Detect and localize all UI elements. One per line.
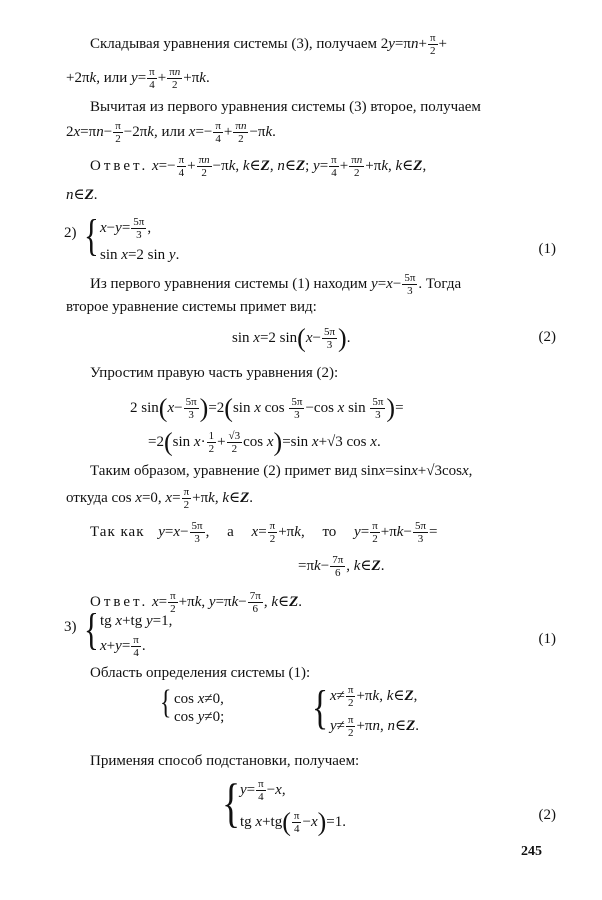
text: Таким образом, уравнение (2) примет вид (90, 463, 358, 479)
text-line (90, 662, 310, 684)
equation-number: (2) (538, 807, 556, 823)
math: tg x+tg y=1, (100, 613, 173, 629)
math: x−y= $\frac{5\pi}{3}$ , (100, 216, 152, 241)
math: y=x− $\frac{5\pi}{3}$ (371, 272, 416, 297)
math: sin x=2 sin y. (100, 247, 180, 263)
page-number: 245 (521, 844, 542, 859)
text-line (66, 66, 210, 91)
math: x+y= $\frac{\pi}{4}$ . (100, 634, 146, 659)
text-line (90, 520, 437, 545)
answer-line (66, 184, 98, 206)
math: x= $\frac{\pi}{2}$ +πk, y=πk− $\frac{7\pi}{6}$ , k∈Z. (151, 590, 303, 615)
brace-icon: { (222, 773, 241, 833)
text: а (227, 523, 234, 540)
text: Область определения системы (1): (90, 665, 311, 681)
math: y= $\frac{\pi}{2}$ +πk− $\frac{5\pi}{3}$ = (354, 520, 438, 545)
math: x≠ $\frac{\pi}{2}$ +πk, k∈Z, (330, 684, 418, 709)
math: x=− $\frac{\pi}{4}$ + $\frac{\pi n}{2}$ −πk, k∈Z, n∈Z; y= $\frac{\pi}{4}$ + $\frac{\pi n}{2}$ +πk, k∈Z, (151, 154, 427, 179)
text-line (66, 296, 317, 318)
brace-icon: { (84, 211, 99, 260)
brace-icon: { (84, 605, 99, 654)
math: y= $\frac{\pi}{4}$ + $\frac{\pi n}{2}$ +πk. (131, 66, 210, 91)
brace-icon: { (312, 681, 329, 734)
equation-number: (1) (538, 241, 556, 257)
math: y≠ $\frac{\pi}{2}$ +πn, n∈Z. (330, 714, 420, 739)
text: Упростим правую часть уравнения (2): (90, 365, 339, 381)
text-line (90, 272, 461, 297)
text: Применяя способ подстановки, получаем: (90, 753, 360, 769)
math: y= $\frac{\pi}{4}$ −x, (240, 778, 286, 803)
item-number: 2) (64, 225, 77, 241)
item-number: 3) (64, 619, 77, 635)
text: Вычитая из первого уравнения системы (3) второе, получаем (90, 99, 481, 115)
text-line (90, 750, 359, 772)
math: cos x=0, x= $\frac{\pi}{2}$ +πk, k∈Z. (111, 486, 254, 511)
text: . Тогда (418, 275, 462, 292)
text: откуда (66, 489, 108, 506)
math: cos x≠0, (174, 691, 224, 707)
text: Складывая уравнения системы (3), получаем (90, 35, 381, 52)
math: =2(sin x· $\frac{1}{2}$ + $\frac{√3}{2}$ cos x)=sin x+√3 cos x. (148, 427, 381, 457)
math: =πk− $\frac{7\pi}{6}$ , k∈Z. (298, 554, 385, 579)
text-line (90, 32, 447, 57)
text-line (90, 460, 472, 482)
math: x= $\frac{\pi}{2}$ +πk, (251, 520, 305, 545)
text-line (90, 96, 481, 118)
text-line (66, 120, 276, 145)
answer-label: Ответ. (90, 157, 149, 174)
math: 2x=πn− $\frac{\pi}{2}$ −2πk (66, 120, 154, 145)
math: sin x=2 sin(x− $\frac{5\pi}{3}$ ). (232, 323, 351, 353)
brace-icon: { (160, 684, 172, 721)
text: второе уравнение системы примет вид: (66, 299, 317, 315)
text: , или (96, 69, 132, 86)
answer-label: Ответ. (90, 593, 149, 610)
text-line (66, 486, 253, 511)
math: cos y≠0; (174, 709, 225, 725)
math: tg x+tg( $\frac{\pi}{4}$ −x)=1. (240, 807, 346, 837)
math: 2 sin(x− $\frac{5\pi}{3}$ )=2(sin x cos $\frac{5\pi}{3}$ −cos x sin $\frac{5\pi}{3}$ )= (130, 393, 404, 423)
math: sinx=sinx+√3cosx, (360, 463, 473, 479)
math: x=− $\frac{\pi}{4}$ + $\frac{\pi n}{2}$ −πk. (188, 120, 276, 145)
text: Из первого уравнения системы (1) находим (90, 275, 368, 292)
equation-number: (2) (538, 329, 556, 345)
equation-number: (1) (538, 631, 556, 647)
text: , или (153, 123, 189, 140)
math: +2πk (66, 69, 97, 86)
text-line (90, 362, 338, 384)
math: y=x− $\frac{5\pi}{3}$ , (158, 520, 210, 545)
text: Так как (90, 523, 145, 540)
math: 2y=πn+ $\frac{\pi}{2}$ + (380, 32, 447, 57)
answer-line (90, 154, 426, 179)
math: n∈Z. (66, 187, 98, 203)
text: то (322, 523, 337, 540)
